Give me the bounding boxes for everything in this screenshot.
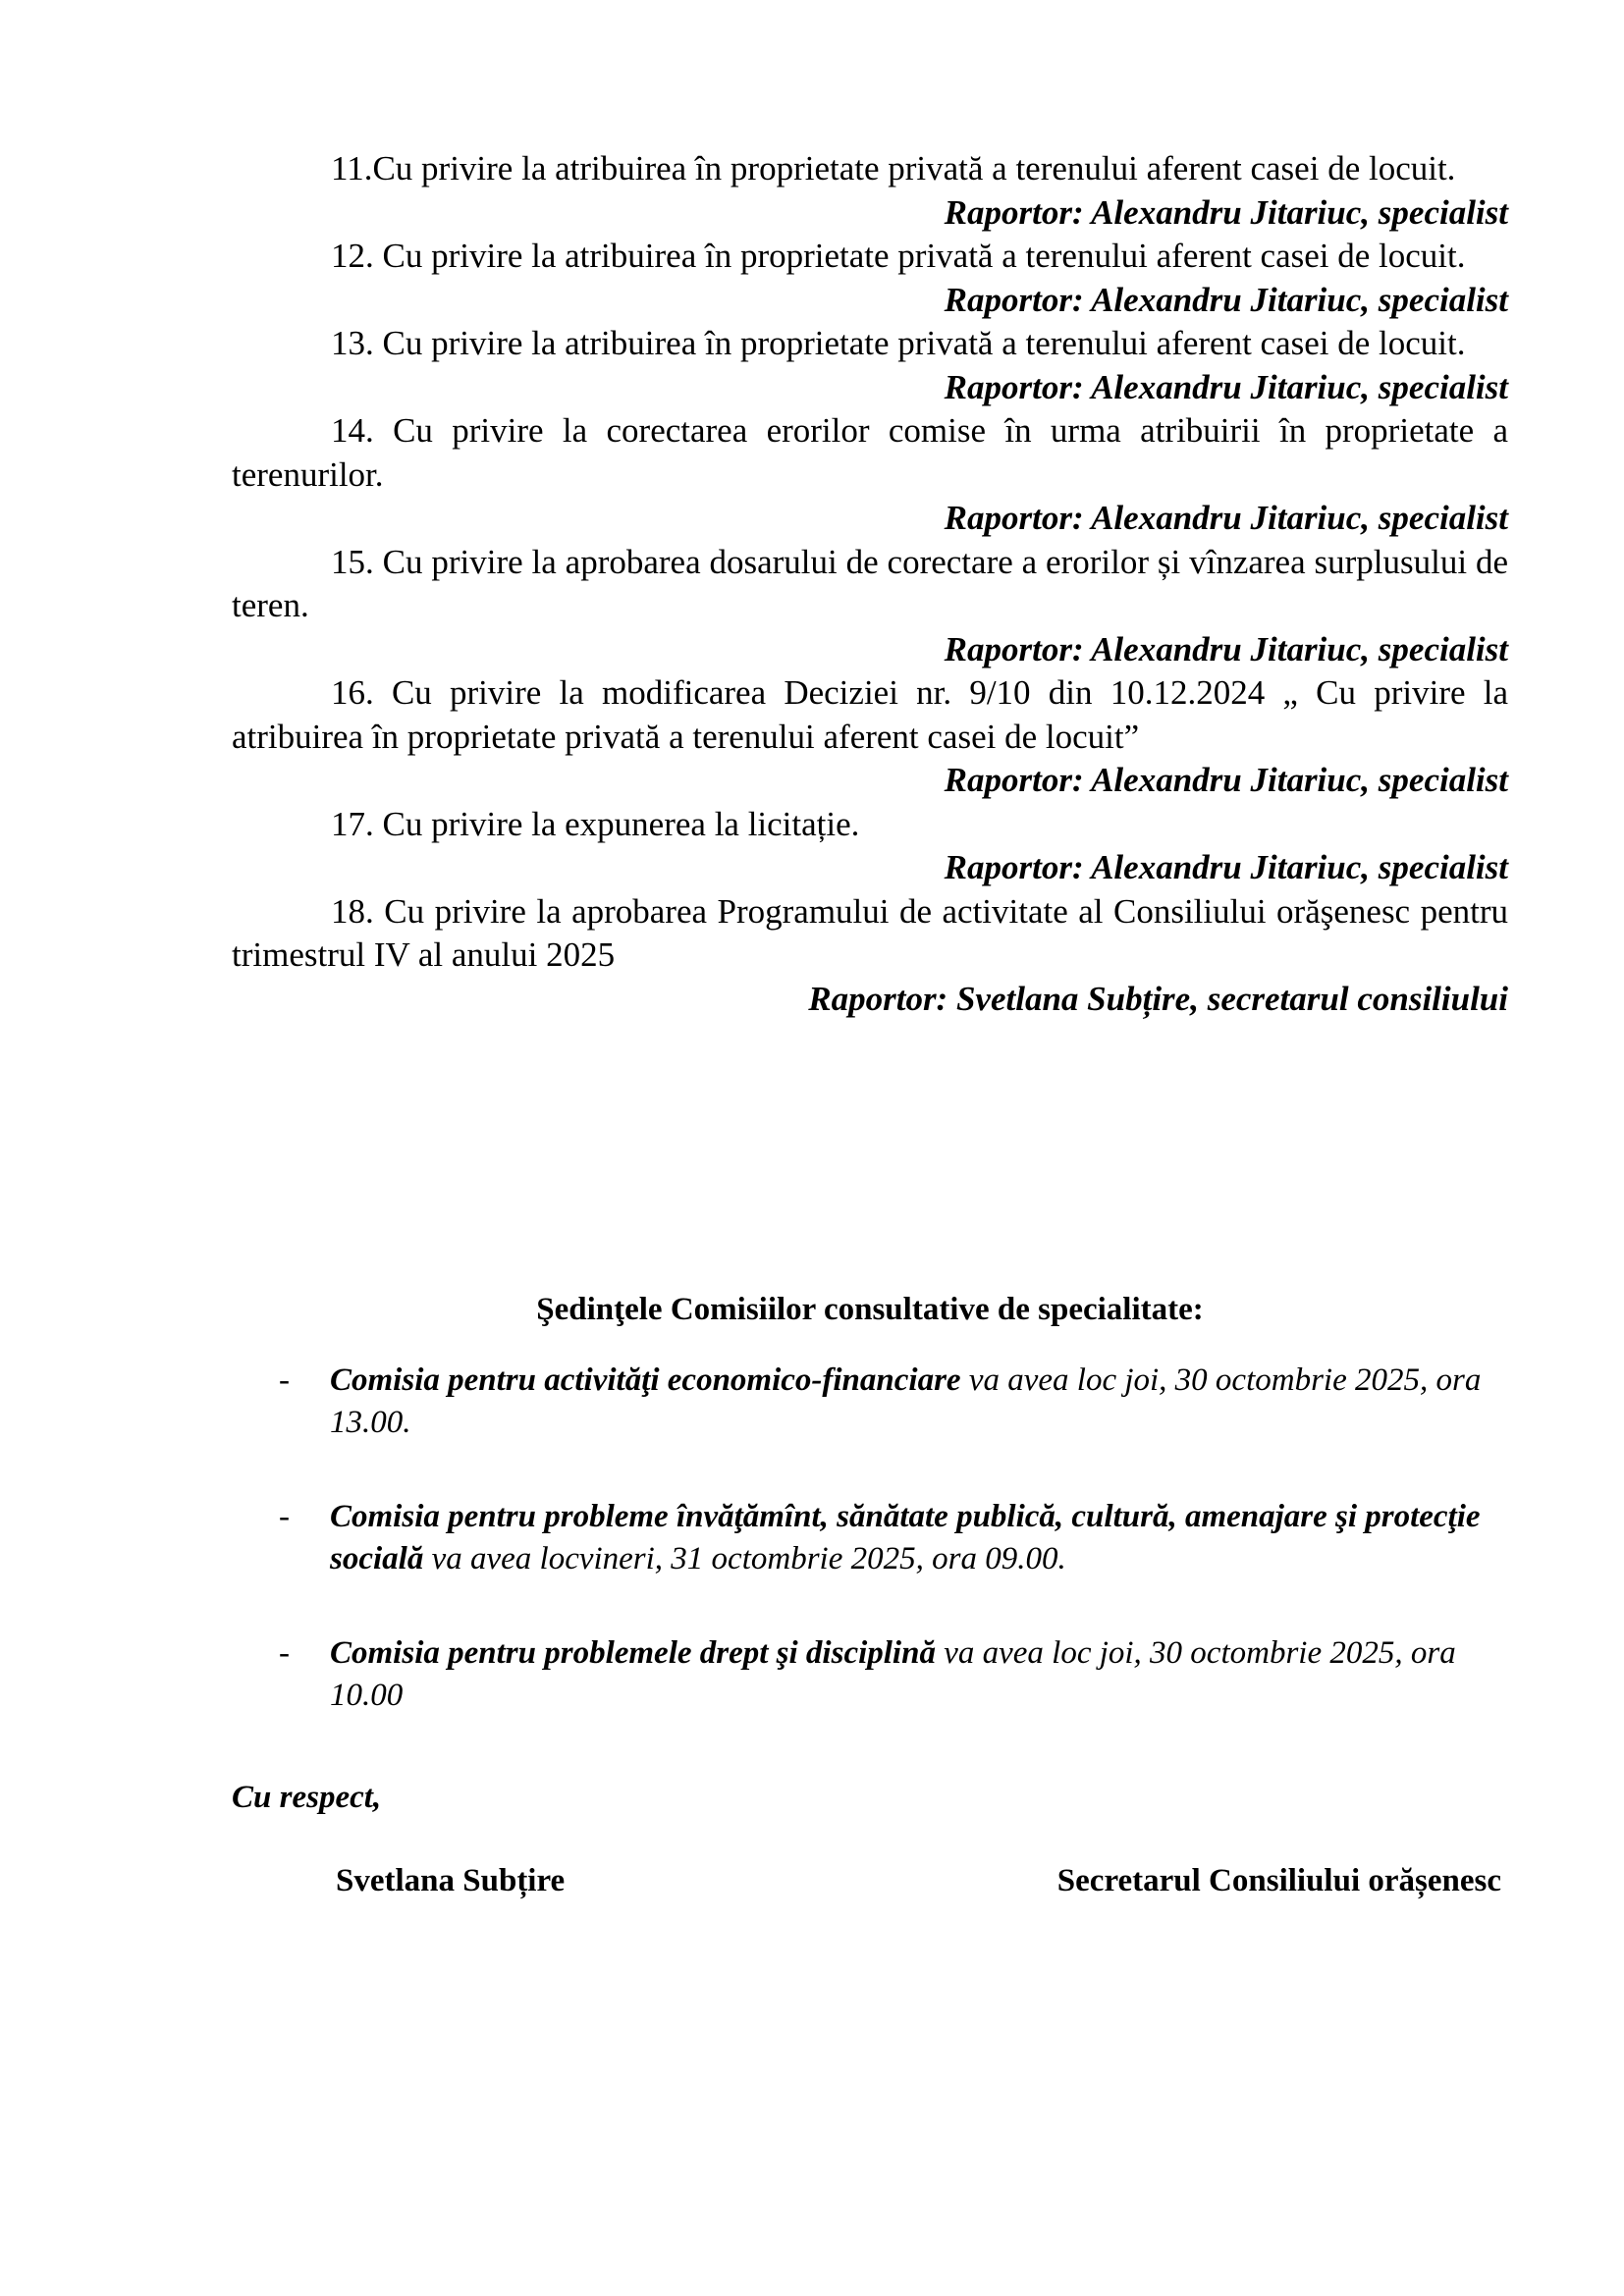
- agenda-list: [232, 147, 1508, 1021]
- list-dash: -: [279, 1635, 290, 1671]
- agenda-item-text: 14. Cu privire la corectarea erorilor comise în urma atribuirii în proprietate a terenurilor.: [232, 411, 1508, 494]
- agenda-item-raportor: Raportor: Alexandru Jitariuc, specialist: [944, 761, 1508, 799]
- commissions-list: [232, 1360, 1508, 1769]
- agenda-item: [232, 803, 1508, 890]
- agenda-item-raportor: Raportor: Alexandru Jitariuc, specialist: [944, 629, 1508, 668]
- agenda-item-raportor: Raportor: Alexandru Jitariuc, specialist: [944, 367, 1508, 406]
- agenda-item: [232, 890, 1508, 1022]
- commissions-title: Şedinţele Comisiilor consultative de specialitate:: [536, 1292, 1204, 1327]
- list-dash: -: [279, 1499, 290, 1534]
- commission-name: Comisia pentru probleme învăţămînt, sănătate publică, cultură, amenajare şi protecţie socială: [330, 1499, 1481, 1576]
- agenda-item-raportor: Raportor: Alexandru Jitariuc, specialist: [944, 499, 1508, 537]
- agenda-item-text: 15. Cu privire la aprobarea dosarului de corectare a erorilor și vînzarea surplusului de teren.: [232, 542, 1508, 624]
- list-dash: -: [279, 1362, 290, 1398]
- commission-item: [232, 1496, 1508, 1580]
- commission-item: [232, 1360, 1508, 1444]
- signature-title: Secretarul Consiliului orășenesc: [1056, 1863, 1501, 1898]
- agenda-item-raportor: Raportor: Svetlana Subțire, secretarul consiliului: [808, 979, 1508, 1018]
- agenda-item-text: 12. Cu privire la atribuirea în proprietate privată a terenului aferent casei de locuit.: [331, 237, 1466, 275]
- commission-details: va avea locvineri, 31 octombrie 2025, ora 09.00.: [423, 1541, 1066, 1576]
- commission-item: [232, 1632, 1508, 1717]
- commission-details: va avea loc joi, 30 octombrie 2025, ora 13.00.: [330, 1362, 1482, 1440]
- agenda-item-text: 17. Cu privire la expunerea la licitație.: [331, 804, 860, 843]
- agenda-item: [232, 235, 1508, 322]
- agenda-item-text: 13. Cu privire la atribuirea în proprietate privată a terenului aferent casei de locuit.: [331, 324, 1466, 362]
- agenda-item-raportor: Raportor: Alexandru Jitariuc, specialist: [944, 280, 1508, 319]
- commission-name: Comisia pentru problemele drept şi disciplină: [330, 1635, 936, 1671]
- signature-name: Svetlana Subțire: [336, 1863, 566, 1898]
- agenda-item-raportor: Raportor: Alexandru Jitariuc, specialist: [944, 848, 1508, 886]
- agenda-item-text: 18. Cu privire la aprobarea Programului de activitate al Consiliului orăşenesc pentru trimestrul IV al anului 2025: [232, 891, 1508, 974]
- agenda-item: [232, 671, 1508, 803]
- agenda-item-text: 16. Cu privire la modificarea Deciziei nr. 9/10 din 10.12.2024 „ Cu privire la atribuirea în proprietate privată a terenului aferent casei de locuit”: [232, 673, 1508, 756]
- commission-name: Comisia pentru activităţi economico-financiare: [330, 1362, 961, 1398]
- closing-line: Cu respect,: [232, 1780, 382, 1815]
- commission-details: va avea loc joi, 30 octombrie 2025, ora 10.00: [330, 1635, 1456, 1713]
- agenda-item: [232, 147, 1508, 235]
- agenda-item: [232, 409, 1508, 541]
- agenda-item-text: 11.Cu privire la atribuirea în proprietate privată a terenului aferent casei de locuit.: [331, 149, 1456, 187]
- agenda-item: [232, 541, 1508, 672]
- agenda-item-raportor: Raportor: Alexandru Jitariuc, specialist: [944, 192, 1508, 232]
- agenda-item: [232, 322, 1508, 409]
